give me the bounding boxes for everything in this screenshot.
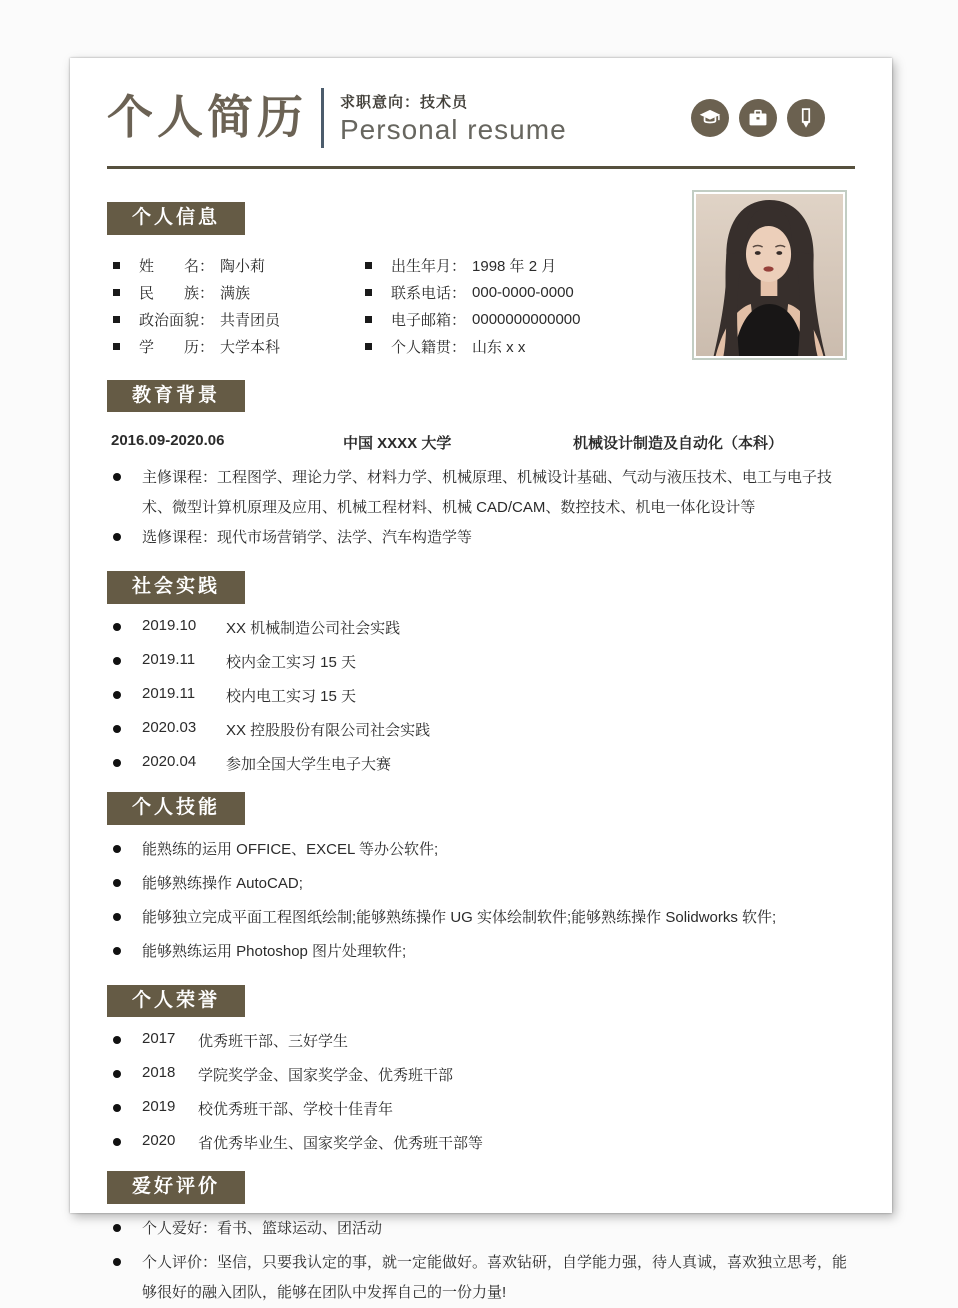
info-item-phone — [365, 282, 705, 303]
square-bullet-icon — [113, 289, 120, 296]
header-icons — [691, 99, 855, 137]
square-bullet-icon — [365, 316, 372, 323]
subtitle-en: Personal resume — [340, 113, 567, 145]
header-vertical-divider — [321, 88, 324, 148]
social-practice-list — [107, 617, 855, 774]
info-value: 陶小莉 — [220, 257, 266, 275]
honor-desc: 学院奖学金、国家奖学金、优秀班干部 — [198, 1067, 454, 1085]
list-item — [107, 869, 855, 899]
list-item — [107, 1214, 855, 1244]
section-heading-personal-info: 个人信息 — [107, 202, 245, 235]
education-courses — [107, 463, 855, 553]
pencil-icon — [787, 99, 825, 137]
section-social-practice — [107, 571, 855, 774]
practice-desc: XX 控股股份有限公司社会实践 — [226, 722, 431, 740]
honor-year: 2017 — [142, 1030, 176, 1048]
info-item-birth — [365, 255, 705, 276]
section-heading-honors: 个人荣誉 — [107, 985, 245, 1018]
info-value: 0000000000000 — [472, 310, 581, 328]
section-honors — [107, 985, 855, 1154]
info-value: 大学本科 — [220, 338, 281, 356]
round-bullet-icon — [113, 623, 121, 631]
info-label: 出生年月： — [391, 257, 467, 275]
skill-text: 能够独立完成平面工程图纸绘制;能够熟练操作 UG 实体绘制软件;能够熟练操作 Solidworks 软件; — [142, 908, 777, 926]
round-bullet-icon — [113, 1138, 121, 1146]
education-major: 机械设计制造及自动化（本科） — [573, 435, 784, 453]
list-item — [107, 1248, 855, 1308]
square-bullet-icon — [365, 343, 372, 350]
section-hobby-eval — [107, 1171, 855, 1308]
list-item — [107, 651, 855, 672]
practice-date: 2019.11 — [142, 651, 196, 669]
info-item-email — [365, 309, 705, 330]
square-bullet-icon — [365, 289, 372, 296]
honor-year: 2019 — [142, 1098, 176, 1116]
list-item — [107, 835, 855, 865]
round-bullet-icon — [113, 725, 121, 733]
info-label: 个人籍贯： — [391, 338, 467, 356]
list-item — [107, 1064, 855, 1085]
education-row — [111, 432, 855, 453]
round-bullet-icon — [113, 657, 121, 665]
list-item — [107, 1030, 855, 1051]
hobby-eval-list — [107, 1214, 855, 1308]
info-label: 政治面貌： — [139, 311, 215, 329]
skill-text: 能够熟练运用 Photoshop 图片处理软件; — [142, 942, 407, 960]
info-value: 1998 年 2 月 — [472, 257, 557, 275]
square-bullet-icon — [113, 262, 120, 269]
info-label: 电子邮箱： — [391, 311, 467, 329]
info-value: 000-0000-0000 — [472, 283, 574, 301]
round-bullet-icon — [113, 473, 121, 481]
section-heading-skills: 个人技能 — [107, 792, 245, 825]
honors-list — [107, 1030, 855, 1153]
section-heading-education: 教育背景 — [107, 380, 245, 413]
list-item — [107, 1098, 855, 1119]
practice-desc: 校内电工实习 15 天 — [226, 688, 357, 706]
info-item-hometown — [365, 336, 705, 357]
list-item — [107, 937, 855, 967]
square-bullet-icon — [113, 316, 120, 323]
round-bullet-icon — [113, 1224, 121, 1232]
practice-date: 2020.03 — [142, 719, 197, 737]
section-skills — [107, 792, 855, 967]
round-bullet-icon — [113, 759, 121, 767]
list-item — [107, 719, 855, 740]
section-education — [107, 380, 855, 554]
honor-desc: 优秀班干部、三好学生 — [198, 1033, 349, 1051]
info-label: 学 历： — [139, 338, 215, 356]
self-evaluation-text: 个人评价：坚信，只要我认定的事，就一定能做好。喜欢钻研，自学能力强，待人真诚，喜欢独立思考，能够很好的融入团队，能够在团队中发挥自己的一份力量! — [142, 1254, 848, 1302]
round-bullet-icon — [113, 845, 121, 853]
education-period: 2016.09-2020.06 — [111, 432, 225, 450]
header — [107, 88, 855, 148]
practice-desc: 校内金工实习 15 天 — [226, 654, 357, 672]
header-subtitle-block — [340, 91, 567, 146]
graduation-cap-icon — [691, 99, 729, 137]
practice-date: 2019.10 — [142, 617, 197, 635]
list-item — [107, 903, 855, 933]
page-title: 个人简历 — [107, 91, 307, 144]
job-intent: 求职意向：技术员 — [340, 93, 469, 111]
list-item — [107, 685, 855, 706]
info-label: 姓 名： — [139, 257, 215, 275]
info-item-degree — [113, 336, 365, 357]
hobby-text: 个人爱好：看书、篮球运动、团活动 — [142, 1220, 383, 1238]
course-elective: 选修课程：现代市场营销学、法学、汽车构造学等 — [142, 529, 473, 547]
portrait-photo — [692, 190, 847, 360]
round-bullet-icon — [113, 1036, 121, 1044]
resume-page — [70, 58, 892, 1302]
info-label: 联系电话： — [391, 284, 467, 302]
round-bullet-icon — [113, 1104, 121, 1112]
list-item — [107, 1132, 855, 1153]
header-rule — [107, 166, 855, 169]
list-item — [107, 463, 855, 523]
practice-date: 2020.04 — [142, 753, 197, 771]
info-item-ethnicity — [113, 282, 365, 303]
section-heading-hobby-eval: 爱好评价 — [107, 1171, 245, 1204]
round-bullet-icon — [113, 533, 121, 541]
round-bullet-icon — [113, 1070, 121, 1078]
info-item-name — [113, 255, 365, 276]
skill-text: 能够熟练操作 AutoCAD; — [142, 874, 303, 892]
practice-date: 2019.11 — [142, 685, 196, 703]
honor-desc: 省优秀毕业生、国家奖学金、优秀班干部等 — [198, 1135, 484, 1153]
education-school: 中国 XXXX 大学 — [343, 435, 452, 453]
practice-desc: 参加全国大学生电子大赛 — [226, 756, 392, 774]
skills-list — [107, 835, 855, 967]
round-bullet-icon — [113, 879, 121, 887]
section-heading-social-practice: 社会实践 — [107, 571, 245, 604]
practice-desc: XX 机械制造公司社会实践 — [226, 620, 401, 638]
info-value: 共青团员 — [220, 311, 281, 329]
briefcase-icon — [739, 99, 777, 137]
skill-text: 能熟练的运用 OFFICE、EXCEL 等办公软件; — [142, 840, 439, 858]
info-label: 民 族： — [139, 284, 215, 302]
list-item — [107, 753, 855, 774]
course-main: 主修课程：工程图学、理论力学、材料力学、机械原理、机械设计基础、气动与液压技术、电工与电子技术、微型计算机原理及应用、机械工程材料、机械 CAD/CAM、数控技术、机电一体化设计等 — [142, 469, 833, 517]
round-bullet-icon — [113, 913, 121, 921]
info-value: 满族 — [220, 284, 251, 302]
list-item — [107, 617, 855, 638]
square-bullet-icon — [365, 262, 372, 269]
honor-year: 2020 — [142, 1132, 176, 1150]
round-bullet-icon — [113, 691, 121, 699]
round-bullet-icon — [113, 1258, 121, 1266]
list-item — [107, 523, 855, 553]
info-value: 山东 x x — [472, 338, 526, 356]
honor-desc: 校优秀班干部、学校十佳青年 — [198, 1101, 394, 1119]
square-bullet-icon — [113, 343, 120, 350]
round-bullet-icon — [113, 947, 121, 955]
honor-year: 2018 — [142, 1064, 176, 1082]
info-item-political-status — [113, 309, 365, 330]
